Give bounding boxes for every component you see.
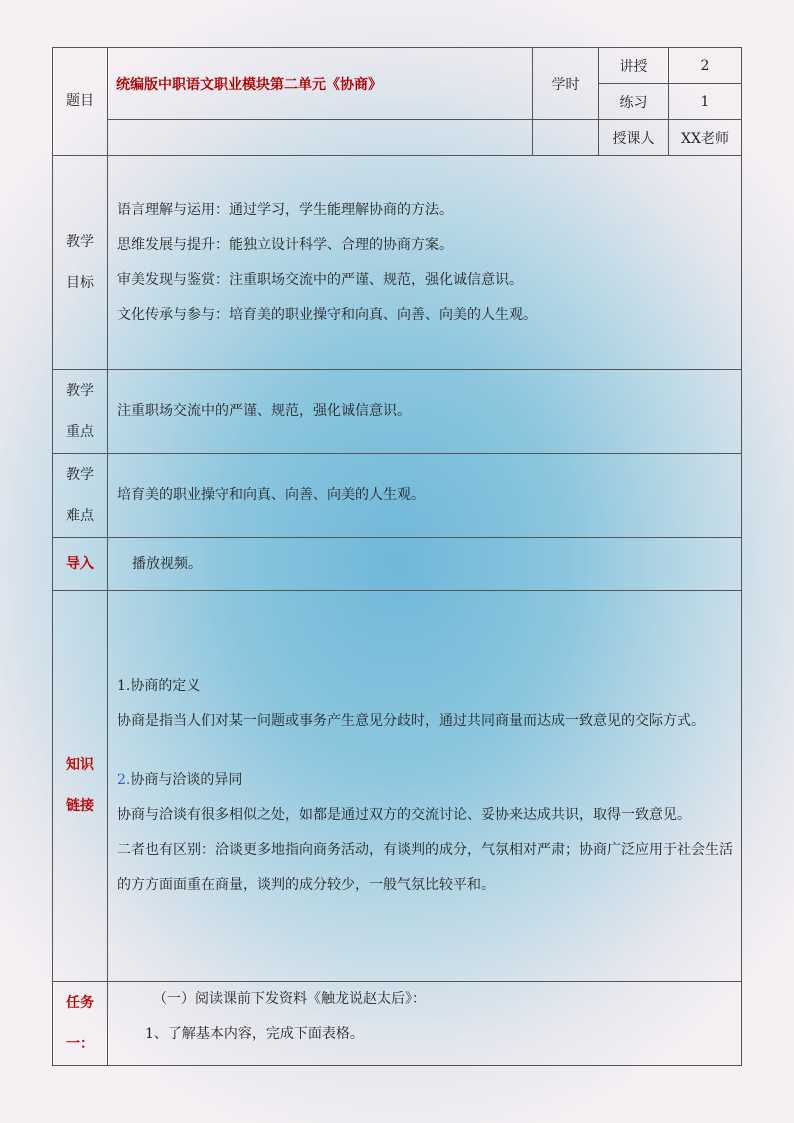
difficulties-text: 培育美的职业操守和向真、向善、向美的人生观。	[108, 454, 742, 538]
knowledge-heading-2: 2.协商与洽谈的异同	[117, 772, 243, 788]
practice-value: 1	[669, 84, 742, 120]
objective-item: 语言理解与运用：通过学习，学生能理解协商的方法。	[117, 201, 453, 218]
spacer	[117, 739, 735, 763]
objective-item: 思维发展与提升：能独立设计科学、合理的协商方案。	[117, 236, 453, 253]
teacher-value: XX老师	[669, 120, 742, 156]
intro-label: 导入	[53, 538, 108, 591]
lesson-title: 统编版中职语文职业模块第二单元《协商》	[108, 48, 533, 120]
objectives-content	[108, 156, 742, 370]
task-line: 1、了解基本内容，完成下面表格。	[145, 1026, 364, 1042]
objective-item: 审美发现与鉴赏：注重职场交流中的严谨、规范，强化诚信意识。	[117, 271, 523, 288]
header-row-1	[53, 48, 742, 84]
task-row	[53, 982, 742, 1066]
objective-item: 文化传承与参与：培育美的职业操守和向真、向善、向美的人生观。	[117, 306, 537, 323]
key-points-text: 注重职场交流中的严谨、规范，强化诚信意识。	[108, 370, 742, 454]
empty-cell	[108, 120, 533, 156]
objectives-row	[53, 156, 742, 370]
lecture-label: 讲授	[599, 48, 669, 84]
task-content	[108, 982, 742, 1066]
hours-label: 学时	[533, 48, 599, 120]
knowledge-content	[108, 591, 742, 982]
topic-label: 题目	[53, 48, 108, 156]
key-points-label: 教学 重点	[53, 370, 108, 454]
knowledge-heading-1: 1.协商的定义	[117, 678, 201, 694]
task-label: 任务 一：	[53, 982, 108, 1066]
objectives-label: 教学 目标	[53, 156, 108, 370]
knowledge-paragraph: 协商是指当人们对某一问题或事务产生意见分歧时，通过共同商量而达成一致意见的交际方式。	[117, 713, 705, 729]
difficulties-label: 教学 难点	[53, 454, 108, 538]
lecture-value: 2	[669, 48, 742, 84]
teacher-label: 授课人	[599, 120, 669, 156]
difficulties-row	[53, 454, 742, 538]
knowledge-paragraph: 二者也有区别：洽谈更多地指向商务活动，有谈判的成分，气氛相对严肃；协商广泛应用于社会生活的方方面面重在商量，谈判的成分较少，一般气氛比较平和。	[117, 842, 733, 893]
intro-text: 播放视频。	[108, 538, 742, 591]
intro-row	[53, 538, 742, 591]
header-row-3	[53, 120, 742, 156]
practice-label: 练习	[599, 84, 669, 120]
empty-cell	[533, 120, 599, 156]
knowledge-paragraph: 协商与洽谈有很多相似之处，如都是通过双方的交流讨论、妥协来达成共识，取得一致意见。	[117, 807, 691, 823]
knowledge-label: 知识 链接	[53, 591, 108, 982]
knowledge-row	[53, 591, 742, 982]
key-points-row	[53, 370, 742, 454]
task-line: （一）阅读课前下发资料《触龙说赵太后》：	[153, 991, 426, 1007]
lesson-plan-table	[52, 47, 742, 1066]
